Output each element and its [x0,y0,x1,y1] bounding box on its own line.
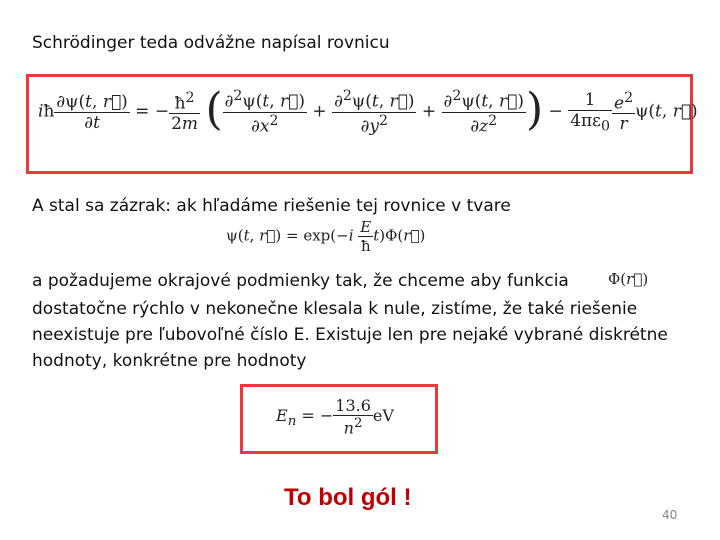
schrodinger-equation: iħ $\frac{\partial\psi(t, r⃗)}{\partial t}$ = − $\frac{ħ^2}{2m}$ ( $\frac{\partial^2\psi(t, r⃗)}{\partial x^2}$ + $\frac{\partial^2\psi(t, r⃗)}{\partial y^2}$ + $\frac{\partial^2\psi(t, r⃗)}{\partial z^2}$ ) − $\frac{1}{4\pi\varepsilon_0}$ $\frac{e^2}{r}$ ψ(t, r⃗) [38,84,698,137]
condition-line-3: neexistuje pre ľubovoľné číslo E. Existuje len pre nejaké vybrané diskrétne [32,325,668,345]
miracle-text: A stal sa zázrak: ak hľadáme riešenie tej rovnice v tvare [32,196,511,216]
condition-line-2: dostatočne rýchlo v nekonečne klesala k nule, zistíme, že také riešenie [32,299,638,319]
slogan: To bol gól ! [284,484,412,511]
phi-symbol: Φ(r⃗) [608,270,649,288]
intro-text: Schrödinger teda odvážne napísal rovnicu [32,33,390,53]
condition-line-1: a požadujeme okrajové podmienky tak, že chceme aby funkcia [32,271,569,291]
ansatz-equation: ψ(t, r⃗) = exp(−i $\frac{E}{ħ}$ t)Φ(r⃗) [226,218,426,255]
energy-equation: $E_n$ = − $\frac{13.6}{n^2}$ eV [276,396,394,438]
condition-line-4: hodnoty, konkrétne pre hodnoty [32,351,307,371]
page-number: 40 [662,508,678,522]
